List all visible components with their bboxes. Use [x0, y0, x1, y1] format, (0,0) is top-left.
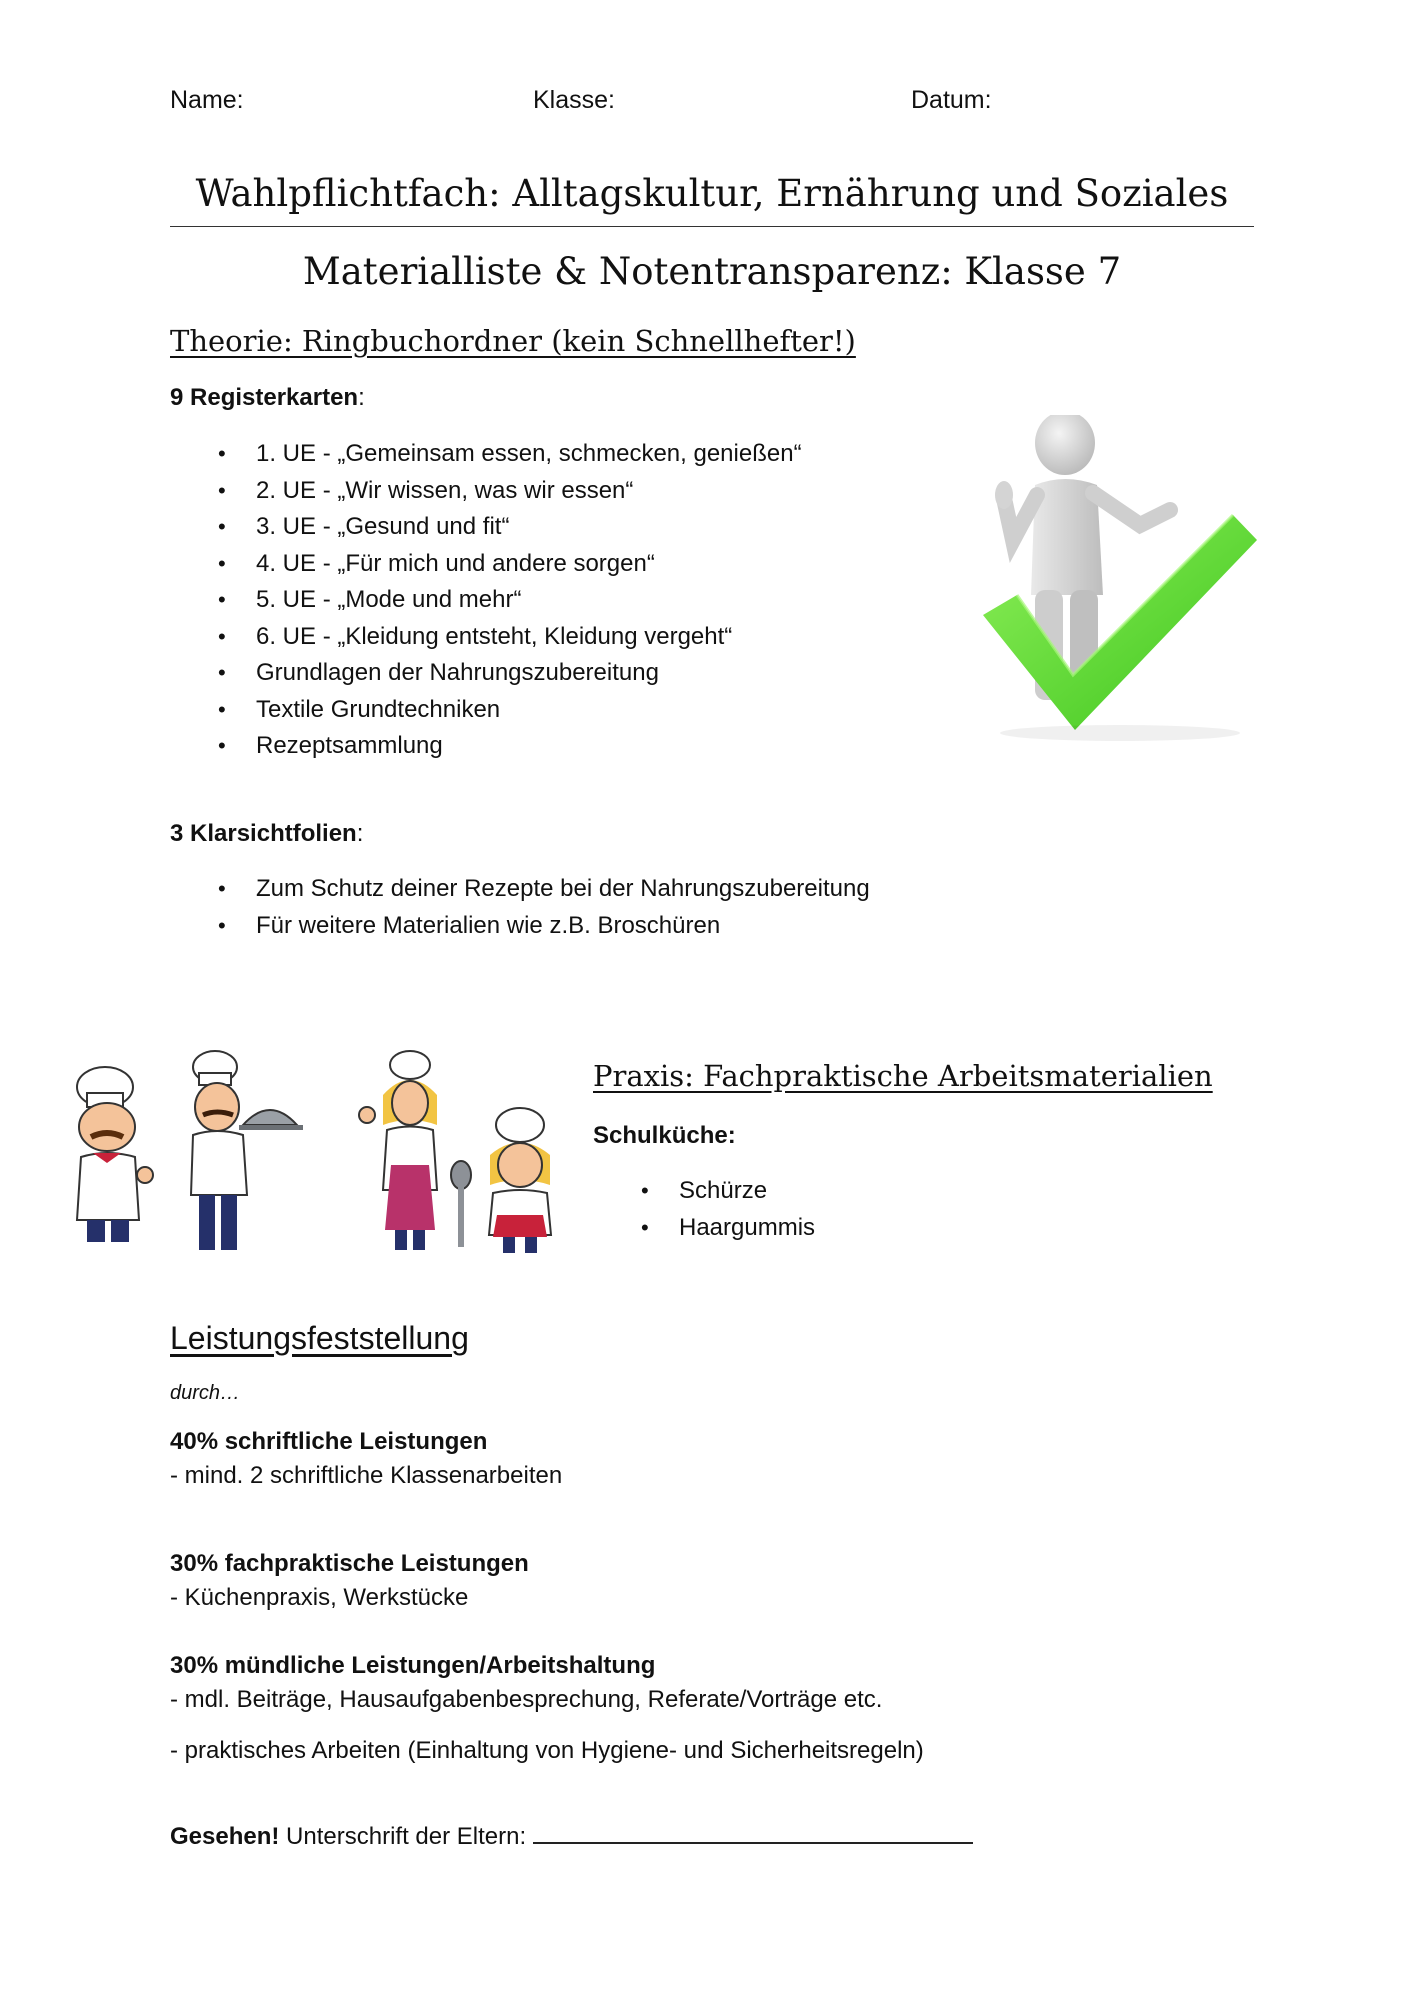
name-label: Name:	[170, 86, 244, 114]
chefs-illustration	[65, 1045, 565, 1255]
sleeves-list	[170, 871, 870, 944]
list-item: • Textile Grundtechniken	[170, 692, 802, 729]
date-label: Datum:	[911, 86, 992, 114]
list-item: • 6. UE - „Kleidung entsteht, Kleidung vergeht“	[170, 619, 802, 656]
sleeves-label	[170, 820, 363, 848]
register-label-bold: 9 Registerkarten	[170, 384, 359, 411]
list-item: • 4. UE - „Für mich und andere sorgen“	[170, 546, 802, 583]
theory-heading: Theorie: Ringbuchordner (kein Schnellhefter!)	[170, 324, 856, 358]
list-item: • Grundlagen der Nahrungszubereitung	[170, 655, 802, 692]
title-divider	[170, 226, 1254, 227]
list-item: • Rezeptsammlung	[170, 728, 802, 765]
kitchen-label: Schulküche:	[593, 1122, 736, 1149]
list-item: • Haargummis	[593, 1210, 815, 1247]
list-item: • Schürze	[593, 1173, 815, 1210]
oral-line-1: - mdl. Beiträge, Hausaufgabenbesprechung, Referate/Vorträge etc.	[170, 1686, 883, 1713]
register-label-colon: :	[358, 384, 365, 411]
checkmark-figure-illustration	[975, 415, 1265, 745]
assessment-heading: Leistungsfeststellung	[170, 1320, 469, 1356]
register-label	[170, 384, 365, 412]
register-list	[170, 436, 802, 765]
class-label: Klasse:	[533, 86, 615, 114]
written-line: - mind. 2 schriftliche Klassenarbeiten	[170, 1462, 563, 1489]
list-item: • 3. UE - „Gesund und fit“	[170, 509, 802, 546]
chef-icon	[77, 1067, 153, 1242]
list-item: • 2. UE - „Wir wissen, was wir essen“	[170, 473, 802, 510]
signature-field[interactable]	[533, 1818, 973, 1844]
practice-heading: Praxis: Fachpraktische Arbeitsmaterialien	[593, 1059, 1213, 1093]
signature-line	[170, 1818, 973, 1851]
sleeves-label-colon: :	[356, 820, 364, 847]
oral-line-2: - praktisches Arbeiten (Einhaltung von Hygiene- und Sicherheitsregeln)	[170, 1737, 924, 1764]
oral-title: 30% mündliche Leistungen/Arbeitshaltung	[170, 1652, 656, 1679]
signature-label: Unterschrift der Eltern:	[279, 1823, 533, 1850]
list-item: • 5. UE - „Mode und mehr“	[170, 582, 802, 619]
list-item: • 1. UE - „Gemeinsam essen, schmecken, genießen“	[170, 436, 802, 473]
list-item: • Zum Schutz deiner Rezepte bei der Nahrungszubereitung	[170, 871, 870, 908]
list-item: • Für weitere Materialien wie z.B. Broschüren	[170, 908, 870, 945]
page-title: Wahlpflichtfach: Alltagskultur, Ernährung und Soziales	[195, 172, 1229, 215]
written-title: 40% schriftliche Leistungen	[170, 1428, 488, 1455]
practical-title: 30% fachpraktische Leistungen	[170, 1550, 529, 1577]
kitchen-list	[593, 1173, 815, 1246]
assessment-intro: durch…	[170, 1382, 241, 1404]
signature-seen: Gesehen!	[170, 1823, 280, 1850]
practical-line: - Küchenpraxis, Werkstücke	[170, 1584, 469, 1611]
page-subtitle: Materialliste & Notentransparenz: Klasse 7	[302, 250, 1122, 293]
sleeves-label-bold: 3 Klarsichtfolien	[170, 820, 357, 847]
